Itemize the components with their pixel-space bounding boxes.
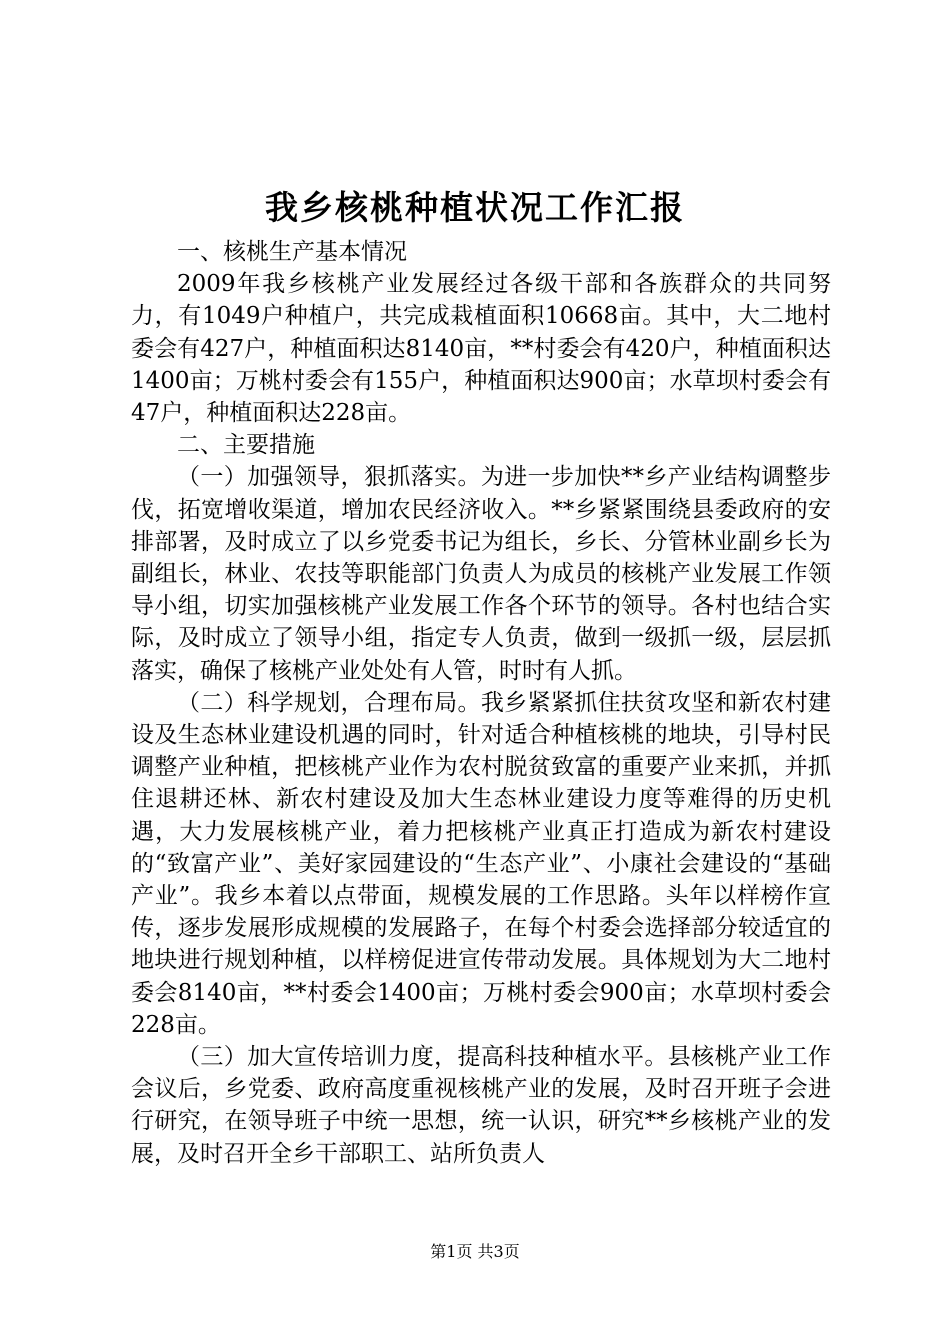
page-number-footer: 第1页 共3页 [430, 1242, 520, 1261]
paragraph-measure-2: （二）科学规划，合理布局。我乡紧紧抓住扶贫攻坚和新农村建设及生态林业建设机遇的同时，针对适合种植核桃的地块，引导村民调整产业种植，把核桃产业作为农村脱贫致富的重要产业来抓，并抓住退耕还林、新农村建设及加大生态林业建设力度等难得的历史机遇，大力发展核桃产业，着力把核桃产业真正打造成为新农村建设的“致富产业”、美好家园建设的“生态产业”、小康社会建设的“基础产业”。我乡本着以点带面，规模发展的工作思路。头年以样榜作宣传，逐步发展形成规模的发展路子，在每个村委会选择部分较适宜的地块进行规划种植，以样榜促进宣传带动发展。具体规划为大二地村委会8140亩，**村委会1400亩；万桃村委会900亩；水草坝村委会228亩。 [131, 689, 831, 1038]
document-title: 我乡核桃种植状况工作汇报 [265, 188, 685, 227]
paragraph-basic-situation: 2009年我乡核桃产业发展经过各级干部和各族群众的共同努力，有1049户种植户，共完成栽植面积10668亩。其中，大二地村委会有427户，种植面积达8140亩，**村委会有420户，种植面积达1400亩；万桃村委会有155户，种植面积达900亩；水草坝村委会有47户，种植面积达228亩。 [131, 271, 831, 427]
section-heading-2: 二、主要措施 [177, 432, 315, 459]
document-body [131, 236, 831, 1170]
section-heading-1: 一、核桃生产基本情况 [177, 239, 407, 265]
paragraph-measure-1: （一）加强领导，狠抓落实。为进一步加快**乡产业结构调整步伐，拓宽增收渠道，增加农民经济收入。**乡紧紧围绕县委政府的安排部署，及时成立了以乡党委书记为组长，乡长、分管林业副乡长为副组长，林业、农技等职能部门负责人为成员的核桃产业发展工作领导小组，切实加强核桃产业发展工作各个环节的领导。各村也结合实际，及时成立了领导小组，指定专人负责，做到一级抓一级，层层抓落实，确保了核桃产业处处有人管，时时有人抓。 [131, 464, 831, 684]
paragraph-measure-3: （三）加大宣传培训力度，提高科技种植水平。县核桃产业工作会议后，乡党委、政府高度重视核桃产业的发展，及时召开班子会进行研究，在领导班子中统一思想，统一认识，研究**乡核桃产业的发展，及时召开全乡干部职工、站所负责人 [131, 1044, 831, 1167]
